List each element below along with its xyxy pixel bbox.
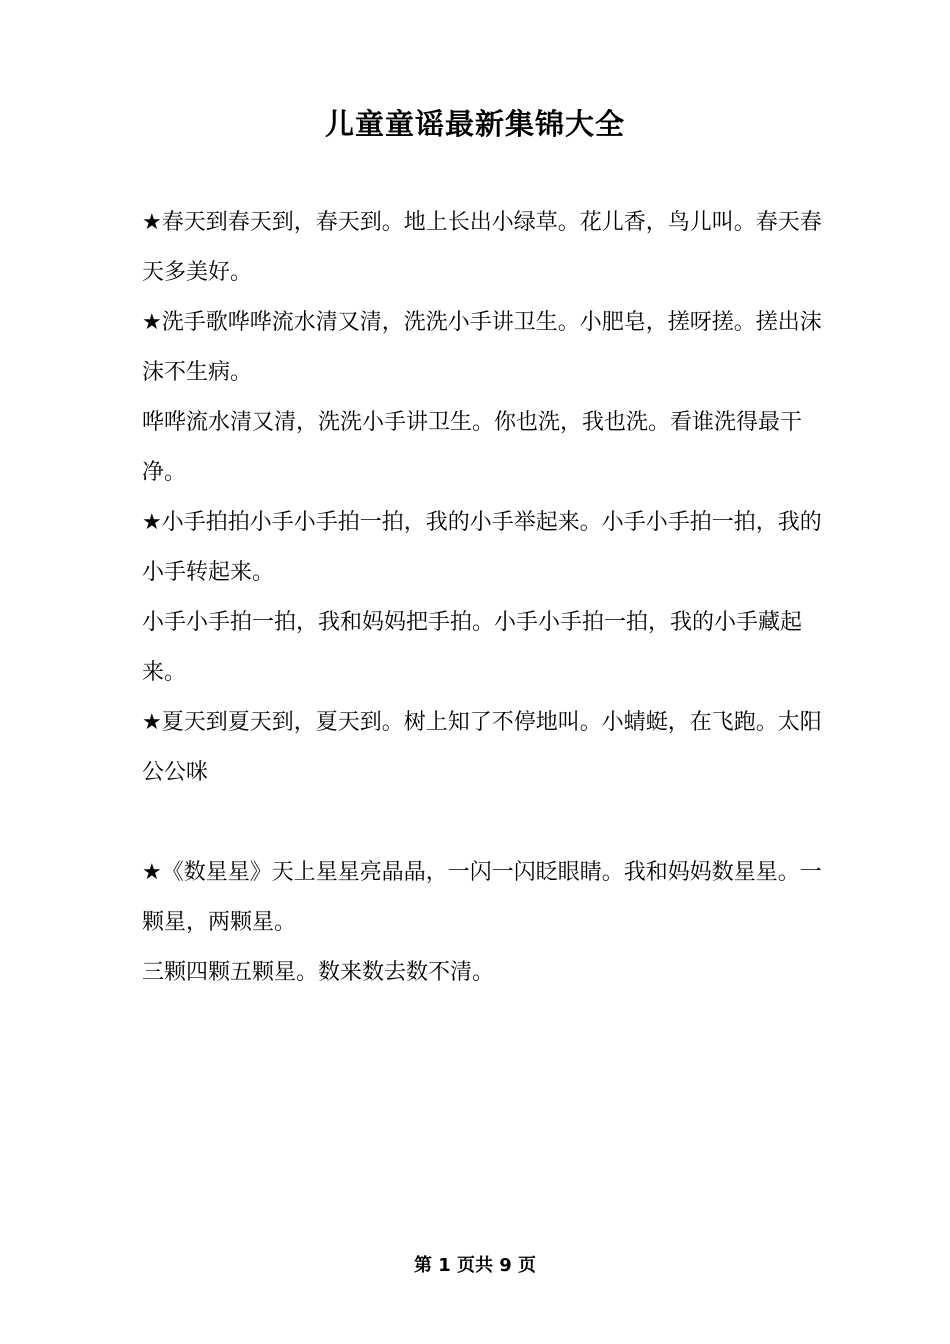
paragraph-handwash-verse: 哗哗流水清又清，洗洗小手讲卫生。你也洗，我也洗。看谁洗得最干净。 [142,410,803,485]
paragraph-clap-hands: ★小手拍拍小手小手拍一拍，我的小手举起来。小手小手拍一拍，我的小手转起来。 [142,510,822,585]
paragraph-count-stars: ★《数星星》天上星星亮晶晶，一闪一闪眨眼睛。我和妈妈数星星。一颗星，两颗星。 [142,860,822,935]
paragraph-summer: ★夏天到夏天到，夏天到。树上知了不停地叫。小蜻蜓，在飞跑。太阳公公咪 [142,710,822,785]
paragraph-count-stars-verse: 三颗四颗五颗星。数来数去数不清。 [142,960,495,985]
paragraph-spring: ★春天到春天到，春天到。地上长出小绿草。花儿香，鸟儿叫。春天春天多美好。 [142,210,822,285]
paragraph-gap [142,798,822,848]
document-title: 儿童童谣最新集锦大全 [324,107,625,141]
paragraph-handwash-song: ★洗手歌哗哗流水清又清，洗洗小手讲卫生。小肥皂，搓呀搓。搓出沫沫不生病。 [142,310,822,385]
document-body [142,198,822,998]
page-number-footer: 第 1 页共 9 页 [413,1255,537,1276]
paragraph-clap-hands-verse: 小手小手拍一拍，我和妈妈把手拍。小手小手拍一拍，我的小手藏起来。 [142,610,803,685]
